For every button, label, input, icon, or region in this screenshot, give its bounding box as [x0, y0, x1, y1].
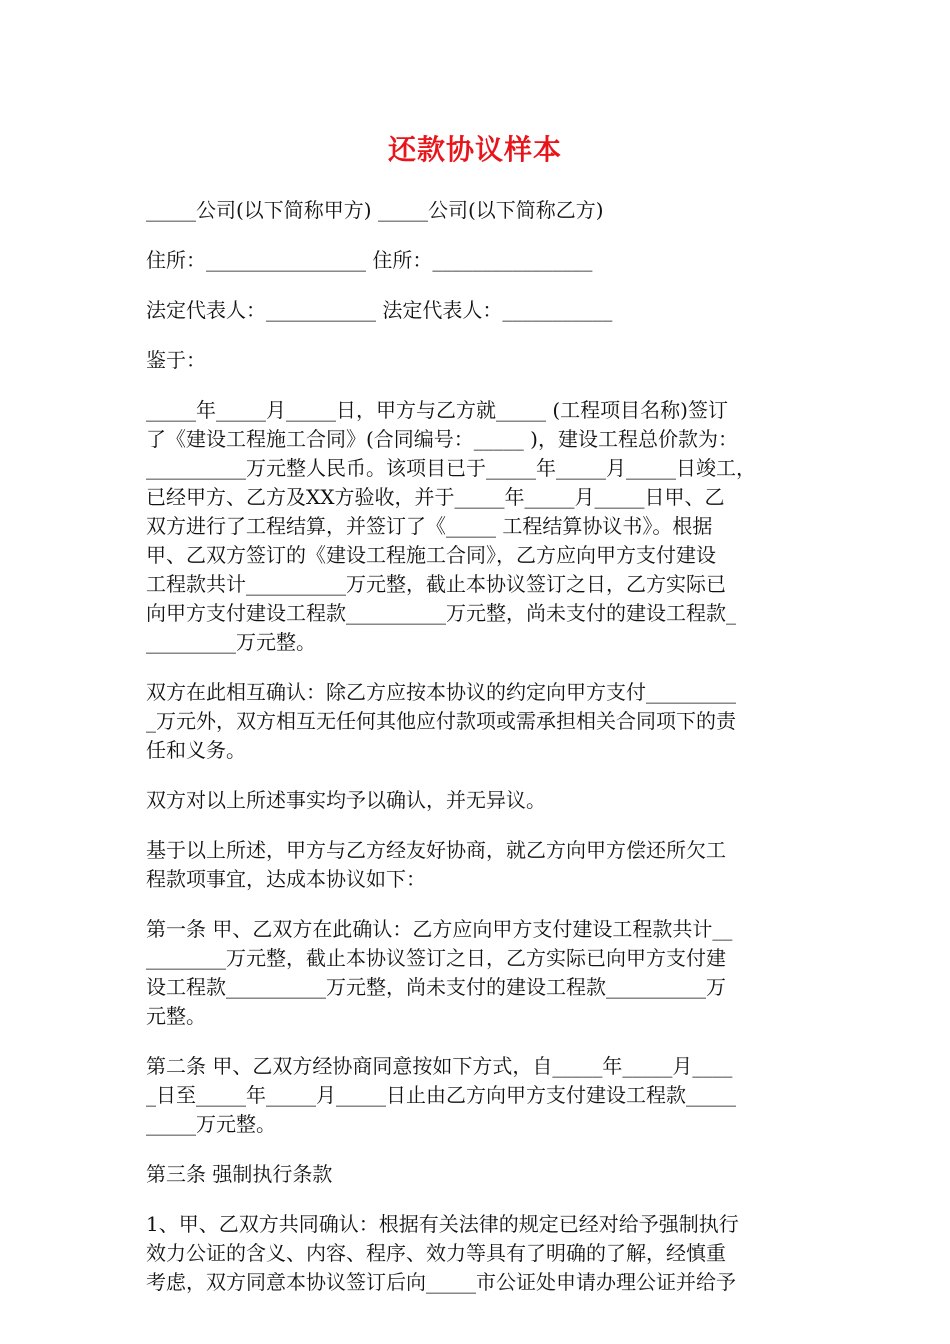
article-3-heading: 第三条 强制执行条款 — [146, 1162, 333, 1186]
document-title: 还款协议样本 — [387, 133, 562, 166]
recital-line: 了《建设工程施工合同》(合同编号：_____ )，建设工程总价款为： — [146, 427, 738, 451]
article-3-item-1-line: 1、甲、乙双方共同确认：根据有关法律的规定已经对给予强制执行 — [146, 1212, 739, 1236]
article-1 — [146, 915, 810, 1031]
recital-line: _________万元整。 — [146, 630, 316, 654]
negotiation-line: 程款项事宜，达成本协议如下： — [146, 867, 426, 891]
recital-paragraph — [146, 396, 810, 657]
recital-line: __________万元整人民币。该项目已于_____年_____月_____日竣工， — [146, 456, 756, 480]
recital-line: 向甲方支付建设工程款__________万元整，尚未支付的建设工程款_ — [146, 601, 736, 625]
recital-line: 已经甲方、乙方及XX方验收，并于_____年_____月_____日甲、乙 — [146, 485, 725, 509]
article-3-item-1-line: 考虑，双方同意本协议签订后向_____市公证处申请办理公证并给予 — [146, 1270, 736, 1294]
article-3-item-1-line: 效力公证的含义、内容、程序、效力等具有了明确的了解，经慎重 — [146, 1241, 726, 1265]
article-2-line: _____万元整。 — [146, 1112, 276, 1136]
negotiation-line: 基于以上所述，甲方与乙方经友好协商，就乙方向甲方偿还所欠工 — [146, 838, 726, 862]
address-line: 住所：________________ 住所：________________ — [146, 248, 593, 272]
article-1-line: 元整。 — [146, 1004, 206, 1028]
whereas-label: 鉴于： — [146, 348, 206, 372]
negotiation-paragraph — [146, 836, 810, 894]
parties-line: _____公司(以下简称甲方) _____公司(以下简称乙方) — [146, 198, 604, 222]
article-2 — [146, 1052, 810, 1139]
recital-line: 甲、乙双方签订的《建设工程施工合同》，乙方应向甲方支付建设 — [146, 543, 716, 567]
article-3-item-1 — [146, 1210, 810, 1297]
article-1-line: 第一条 甲、乙双方在此确认：乙方应向甲方支付建设工程款共计__ — [146, 917, 733, 941]
mutual-confirmation-paragraph — [146, 678, 810, 765]
article-2-line: 第二条 甲、乙双方经协商同意按如下方式，自_____年_____月____ — [146, 1054, 733, 1078]
recital-line: 工程款共计__________万元整，截止本协议签订之日，乙方实际已 — [146, 572, 726, 596]
article-1-line: ________万元整，截止本协议签订之日，乙方实际已向甲方支付建 — [146, 946, 726, 970]
confirmation-line: _万元外，双方相互无任何其他应付款项或需承担相关合同项下的责 — [146, 709, 736, 733]
article-1-line: 设工程款__________万元整，尚未支付的建设工程款__________万 — [146, 975, 726, 999]
recital-line: 双方进行了工程结算，并签订了《_____ 工程结算协议书》。根据 — [146, 514, 713, 538]
no-objection-paragraph: 双方对以上所述事实均予以确认，并无异议。 — [146, 788, 546, 812]
confirmation-line: 任和义务。 — [146, 738, 246, 762]
recital-line: _____年_____月_____日，甲方与乙方就_____ (工程项目名称)签订 — [146, 398, 728, 422]
confirmation-line: 双方在此相互确认：除乙方应按本协议的约定向甲方支付_________ — [146, 680, 736, 704]
document-body — [146, 196, 810, 1297]
article-2-line: _日至_____年_____月_____日止由乙方向甲方支付建设工程款_____ — [146, 1083, 736, 1107]
legal-representative-line: 法定代表人：___________ 法定代表人：___________ — [146, 298, 613, 322]
